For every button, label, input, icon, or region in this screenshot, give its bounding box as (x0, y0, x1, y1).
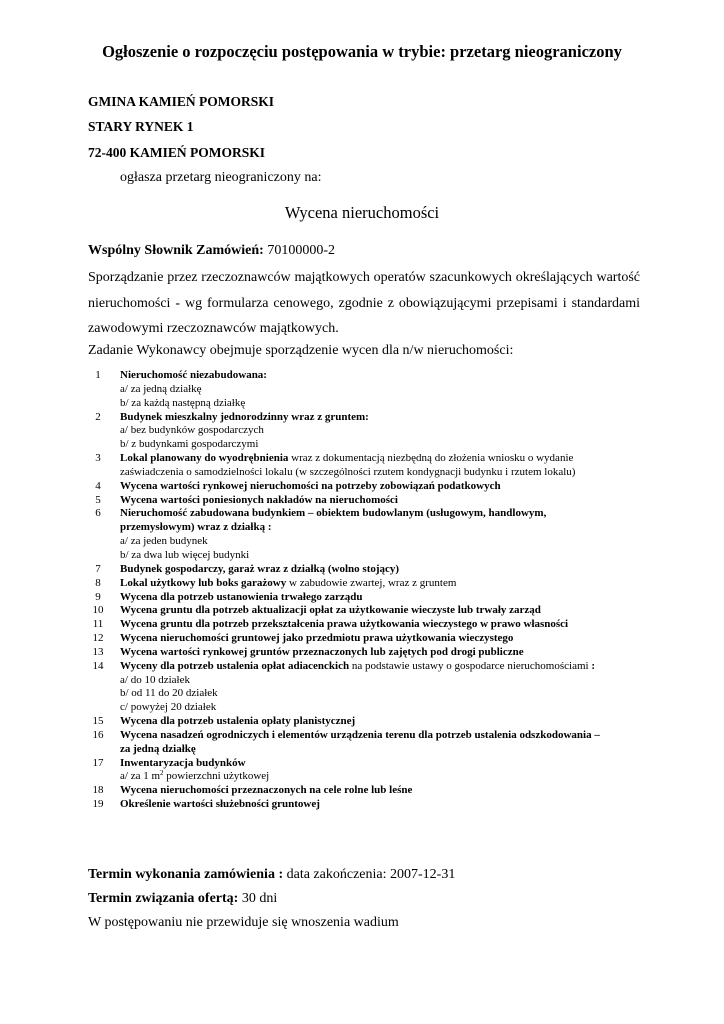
list-item (0, 577, 606, 591)
item-label-bold: Budynek mieszkalny jednorodzinny wraz z gruntem: (120, 410, 369, 423)
list-item (0, 660, 606, 715)
subject-heading: Wycena nieruchomości (284, 203, 440, 222)
item-subitem: a/ bez budynków gospodarczych (120, 424, 264, 437)
item-label-rest: w zabudowie zwartej, wraz z gruntem (286, 576, 457, 589)
item-number: 15 (92, 715, 104, 728)
list-item (0, 798, 606, 812)
item-label-bold: Wycena nasadzeń ogrodniczych i elementów urządzenia terenu dla potrzeb ustalenia odszkodowania – za jedną działkę (120, 728, 600, 755)
item-label (120, 369, 267, 381)
offer-binding-value: 30 dni (238, 891, 278, 906)
list-item (0, 632, 606, 646)
item-number: 2 (95, 410, 101, 423)
item-subitem (120, 770, 606, 784)
item-label-bold: Wycena nieruchomości gruntowej jako przedmiotu prawa użytkowania wieczystego (120, 632, 514, 645)
cpv-value: 70100000-2 (263, 243, 335, 258)
item-subitem: b/ od 11 do 20 działek (120, 687, 218, 700)
item-label-bold: Wycena dla potrzeb ustalenia opłaty planistycznej (120, 715, 356, 728)
item-number: 1 (95, 369, 101, 381)
list-item (0, 715, 606, 729)
item-label (120, 660, 595, 672)
address-line-1: GMINA KAMIEŃ POMORSKI (88, 94, 275, 109)
item-label-bold: Wycena wartości poniesionych nakładów na nieruchomości (120, 493, 398, 506)
item-number: 13 (92, 645, 104, 658)
item-label-bold: Lokal użytkowy lub boks garażowy (120, 576, 287, 589)
item-number: 5 (95, 493, 101, 506)
item-label-bold: Wyceny dla potrzeb ustalenia opłat adiacenckich (120, 659, 350, 672)
item-label (120, 411, 369, 423)
item-subitem: c/ powyżej 20 działek (120, 701, 217, 714)
item-label (120, 577, 456, 589)
item-number: 8 (95, 576, 101, 589)
item-label (120, 618, 568, 630)
item-subitem: a/ za jedną działkę (120, 382, 202, 395)
item-label (120, 715, 355, 727)
item-label (120, 452, 575, 478)
item-label-bold: Wycena nieruchomości przeznaczonych na cele rolne lub leśne (120, 784, 413, 797)
offer-binding-label: Termin związania ofertą: (88, 891, 239, 906)
item-label (120, 494, 398, 506)
subitem-text: powierzchni użytkowej (163, 770, 270, 783)
list-item (0, 604, 606, 618)
item-label (120, 480, 501, 492)
item-label (120, 632, 513, 644)
item-number: 3 (95, 452, 101, 465)
cpv-label: Wspólny Słownik Zamówień: (88, 243, 264, 258)
list-item (0, 411, 606, 453)
item-number: 9 (95, 590, 101, 603)
item-number: 14 (92, 659, 104, 672)
item-label-bold: Wycena gruntu dla potrzeb aktualizacji opłat za użytkowanie wieczyste lub trwały zarząd (120, 604, 541, 617)
item-number: 6 (95, 507, 101, 520)
item-number: 7 (95, 562, 101, 575)
superscript-exponent: 2 (160, 769, 164, 778)
item-label-bold: Lokal planowany do wyodrębnienia (120, 452, 289, 465)
item-number: 18 (92, 784, 104, 797)
list-item (0, 729, 606, 757)
list-item (0, 507, 606, 562)
item-subitem: a/ za jeden budynek (120, 535, 208, 548)
item-label (120, 563, 399, 575)
cpv-code (88, 243, 335, 259)
item-label-bold: Wycena gruntu dla potrzeb przekształcenia prawa użytkowania wieczystego w prawo własności (120, 618, 569, 631)
item-number: 4 (95, 479, 101, 492)
list-item (0, 480, 606, 494)
item-label-bold: Określenie wartości służebności gruntowej (120, 798, 320, 811)
offer-binding-term (88, 891, 277, 907)
item-label (120, 507, 546, 533)
subitem-text: a/ za 1 m (120, 770, 161, 783)
item-number: 19 (92, 798, 104, 811)
item-label-bold: Inwentaryzacja budynków (120, 756, 246, 769)
item-label-rest: wraz z dokumentacją niezbędną do złożenia wniosku o wydanie zaświadczenia o samodzielności lokalu (w szczególności rzutem kondygnacji budynku i rzutem lokalu) (120, 452, 576, 478)
completion-term-label: Termin wykonania zamówienia : (88, 867, 284, 882)
item-subitem: b/ za dwa lub więcej budynki (120, 548, 250, 561)
list-item (0, 369, 606, 411)
item-label (120, 784, 412, 796)
list-item (0, 784, 606, 798)
item-label (120, 729, 600, 755)
item-number: 11 (92, 618, 104, 631)
item-label (120, 798, 320, 810)
item-label-rest: na podstawie ustawy o gospodarce nieruchomościami (349, 659, 592, 672)
item-number: 10 (92, 604, 104, 617)
item-label (120, 591, 363, 603)
item-label-bold: Nieruchomość zabudowana budynkiem – obiektem budowlanym (usługowym, handlowym, przemysłowym) wraz z działką : (120, 507, 547, 534)
address-line-2: STARY RYNEK 1 (88, 119, 194, 134)
wadium-note: W postępowaniu nie przewiduje się wnoszenia wadium (88, 915, 399, 930)
item-number: 17 (92, 756, 104, 769)
valuation-items-list (0, 369, 724, 812)
list-item (0, 591, 606, 605)
item-number: 12 (92, 632, 104, 645)
item-label-bold: Wycena wartości rynkowej gruntów przeznaczonych lub zajętych pod drogi publiczne (120, 645, 524, 658)
completion-term (88, 867, 455, 883)
item-number: 16 (92, 728, 104, 741)
item-subitem: a/ do 10 działek (120, 673, 190, 686)
item-subitem: b/ za każdą następną działkę (120, 396, 246, 409)
task-text: Zadanie Wykonawcy obejmuje sporządzenie wycen dla n/w nieruchomości: (88, 343, 514, 358)
item-label (120, 757, 246, 769)
list-item (0, 563, 606, 577)
item-label-bold: Wycena dla potrzeb ustanowienia trwałego zarządu (120, 590, 363, 603)
item-subitem: b/ z budynkami gospodarczymi (120, 438, 259, 451)
list-item (0, 646, 606, 660)
address-line-3: 72-400 KAMIEŃ POMORSKI (88, 145, 265, 160)
item-label (120, 604, 541, 616)
item-label-colon: : (591, 659, 595, 672)
list-item (0, 494, 606, 508)
list-item (0, 757, 606, 785)
list-item (0, 618, 606, 632)
item-label-bold: Budynek gospodarczy, garaż wraz z działką (wolno stojący) (120, 562, 400, 575)
item-label-bold: Wycena wartości rynkowej nieruchomości na potrzeby zobowiązań podatkowych (120, 479, 501, 492)
description-paragraph: Sporządzanie przez rzeczoznawców majątkowych operatów szacunkowych określających wartość nieruchomości - wg formularza cenowego, zgodnie z obowiązującymi przepisami i standardami zawodowymi rzeczoznawców majątkowych. (88, 270, 640, 336)
list-item (0, 452, 606, 480)
item-label-bold: Nieruchomość niezabudowana: (120, 369, 267, 381)
page-title: Ogłoszenie o rozpoczęciu postępowania w trybie: przetarg nieograniczony (102, 42, 622, 61)
intro-text: ogłasza przetarg nieograniczony na: (120, 170, 322, 185)
completion-term-value: data zakończenia: 2007-12-31 (283, 867, 456, 882)
item-label (120, 646, 524, 658)
